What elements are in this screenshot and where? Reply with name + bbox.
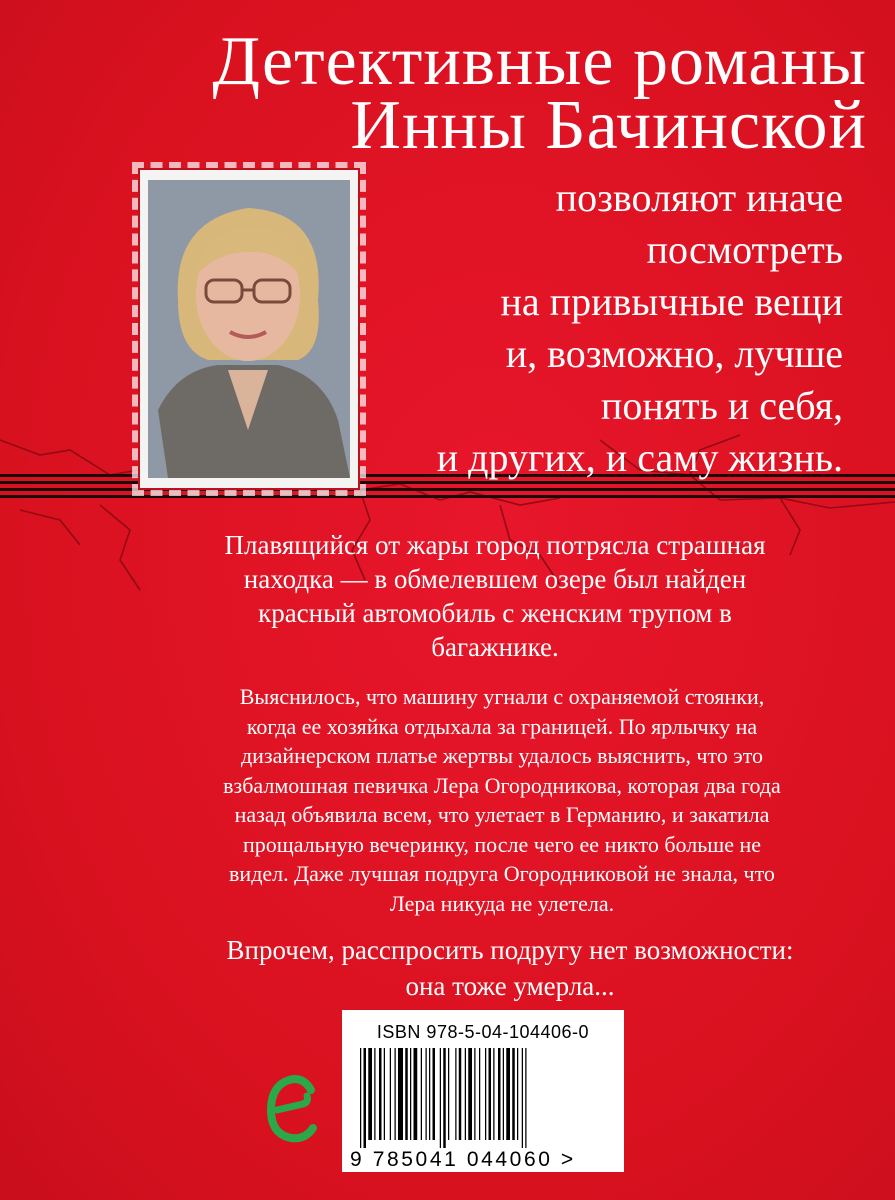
blurb-line: когда ее хозяйка отдыхала за границей. По ярлычку на [246, 713, 758, 739]
headline-line-1: Детективные романы [212, 23, 867, 100]
blurb-line: Плавящийся от жары город потрясла страшная [224, 530, 766, 560]
series-headline [212, 23, 867, 164]
barcode-bar [405, 1048, 408, 1140]
barcode-bar [465, 1048, 466, 1140]
barcode-bar [448, 1048, 449, 1140]
blurb-line: назад объявила всем, что улетает в Германию, и закатила [234, 802, 770, 827]
barcode-bar [459, 1048, 462, 1140]
isbn-barcode [342, 1010, 624, 1172]
blurb-line: багажнике. [431, 632, 559, 662]
blurb-line: прощальную вечеринку, после чего ее никто больше не [242, 831, 761, 857]
barcode-bar [374, 1048, 375, 1140]
barcode-bar [433, 1048, 436, 1140]
barcode-bar [517, 1048, 518, 1140]
barcode-bar [489, 1048, 492, 1140]
barcode-bar [421, 1048, 422, 1140]
barcode-digits: 9 785041 044060 > [350, 1148, 576, 1171]
barcode-bar [455, 1048, 456, 1140]
blurb-line: дизайнерском платье жертвы удалось выяснить, что это [240, 743, 764, 768]
tagline-line: посмотреть [646, 227, 843, 272]
tagline-line: и других, и саму жизнь. [436, 435, 843, 480]
blurb-line: Впрочем, расспросить подругу нет возможности: [226, 935, 794, 965]
blurb-line: она тоже умерла... [405, 971, 615, 1001]
barcode-bar [426, 1048, 427, 1140]
barcode-bar [512, 1048, 515, 1140]
barcode-bars [360, 1048, 606, 1148]
blurb-line: Лера никуда не улетела. [389, 890, 615, 916]
barcode-bar [429, 1048, 430, 1140]
barcode-bar [379, 1048, 382, 1140]
barcode-bar [368, 1048, 372, 1140]
barcode-bar [525, 1048, 526, 1148]
blurb-line: видел. Даже лучшая подруга Огородниковой не знала, что [229, 861, 775, 886]
tagline [323, 172, 843, 484]
barcode-bar [414, 1048, 418, 1140]
barcode-bar [410, 1048, 411, 1140]
barcode-bar [485, 1048, 486, 1140]
blurb-line: Выяснилось, что машину угнали с охраняемой стоянки, [239, 684, 765, 709]
barcode-bar [398, 1048, 403, 1140]
barcode-bar [522, 1048, 523, 1148]
headline-line-2: Инны Бачинской [350, 87, 867, 164]
barcode-bar [390, 1048, 391, 1140]
barcode-bar [493, 1048, 494, 1140]
blurb-line: находка — в обмелевшем озере был найден [243, 564, 747, 594]
blurb-closing [150, 932, 870, 1004]
tagline-line: и, возможно, лучше [505, 331, 843, 376]
barcode-bar [384, 1048, 385, 1140]
barcode-bar [440, 1048, 441, 1148]
blurb-line: красный автомобиль с женским трупом в [258, 598, 732, 628]
barcode-bar [506, 1048, 510, 1140]
barcode-bar [498, 1048, 501, 1140]
barcode-bar [503, 1048, 504, 1140]
author-portrait [148, 180, 350, 478]
barcode-bar [474, 1048, 475, 1140]
blurb-line: взбалмошная певичка Лера Огородникова, которая два года [223, 772, 781, 798]
tagline-line: понять и себя, [600, 383, 843, 428]
barcode-bar [479, 1048, 480, 1140]
barcode-bar [364, 1048, 367, 1148]
portrait-illustration [148, 180, 350, 478]
isbn-label: ISBN 978-5-04-104406-0 [376, 1022, 590, 1042]
barcode-bar [468, 1048, 472, 1140]
blurb-intro [130, 528, 860, 664]
barcode-bar [360, 1048, 361, 1148]
eksmo-logo-icon [263, 1068, 323, 1148]
barcode-bar [443, 1048, 446, 1148]
barcode-bar [395, 1048, 396, 1140]
tagline-line: на привычные вещи [500, 279, 843, 324]
blurb-body [152, 682, 852, 918]
tagline-line: позволяют иначе [555, 175, 843, 220]
